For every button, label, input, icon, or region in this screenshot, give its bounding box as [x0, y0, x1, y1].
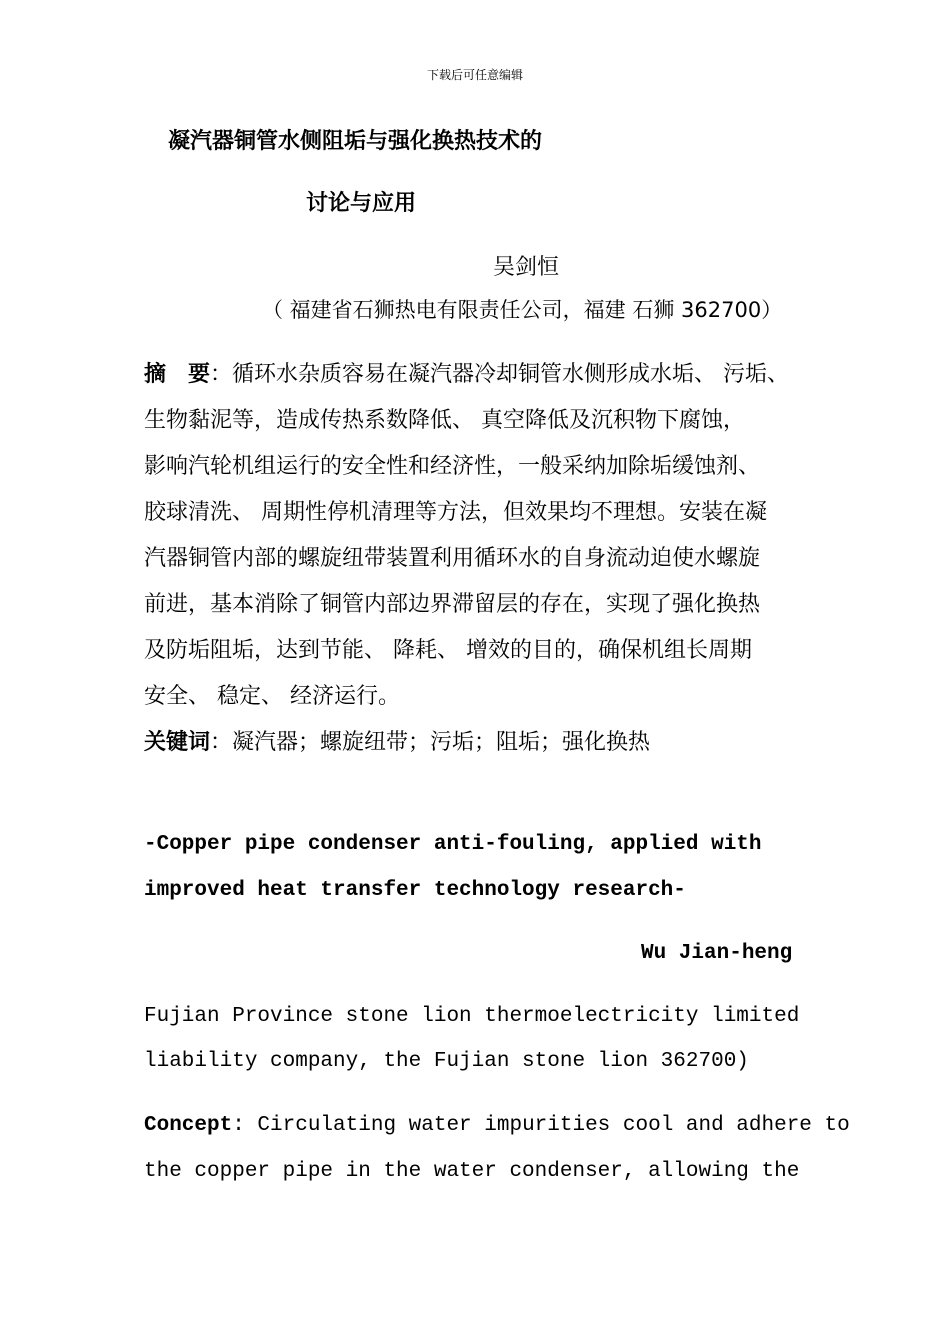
header-note: 下载后可任意编辑: [426, 68, 523, 82]
abstract-line: 前进，基本消除了铜管内部边界滞留层的存在，实现了强化换热: [144, 592, 761, 617]
keywords-text: 凝汽器；螺旋纽带；污垢；阻垢；强化换热: [232, 730, 651, 755]
abstract-separator: ：: [210, 362, 233, 387]
english-author: Wu Jian-heng: [641, 942, 793, 965]
concept-text: : Circulating water impurities cool and adhere to: [232, 1114, 850, 1137]
english-title-line-1: -Copper pipe condenser anti-fouling, applied with: [144, 833, 762, 856]
concept-label: Concept: [144, 1114, 233, 1137]
abstract-line: 影响汽轮机组运行的安全性和经济性，一般采纳加除垢缓蚀剂、: [144, 454, 761, 479]
chinese-abstract: [144, 352, 834, 766]
english-title-line-2: improved heat transfer technology research-: [144, 879, 686, 902]
chinese-author: 吴剑恒: [493, 255, 560, 280]
abstract-line: 安全、 稳定、 经济运行。: [144, 684, 400, 709]
keywords-separator: ：: [210, 730, 233, 755]
english-affiliation-line-2: liability company, the Fujian stone lion 362700): [144, 1050, 749, 1073]
abstract-label: 摘 要: [144, 362, 211, 387]
english-concept-line-2: the copper pipe in the water condenser, allowing the: [144, 1160, 800, 1183]
english-concept-line-1: [144, 1114, 850, 1137]
chinese-title-line-1: 凝汽器铜管水侧阻垢与强化换热技术的: [168, 129, 543, 154]
keywords: [144, 720, 834, 766]
chinese-title-line-2: 讨论与应用: [306, 191, 417, 216]
abstract-line: 生物黏泥等，造成传热系数降低、 真空降低及沉积物下腐蚀，: [144, 408, 745, 433]
abstract-line: 及防垢阻垢，达到节能、 降耗、 增效的目的，确保机组长周期: [144, 638, 752, 663]
english-affiliation-line-1: Fujian Province stone lion thermoelectricity limited: [144, 1005, 800, 1028]
abstract-line: 胶球清洗、 周期性停机清理等方法，但效果均不理想。安装在凝: [144, 500, 767, 525]
abstract-line: 循环水杂质容易在凝汽器冷却铜管水侧形成水垢、 污垢、: [232, 362, 790, 387]
abstract-line: 汽器铜管内部的螺旋纽带装置利用循环水的自身流动迫使水螺旋: [144, 546, 761, 571]
keywords-label: 关键词: [144, 730, 211, 755]
chinese-affiliation: （ 福建省石狮热电有限责任公司，福建 石狮 362700）: [262, 298, 783, 322]
